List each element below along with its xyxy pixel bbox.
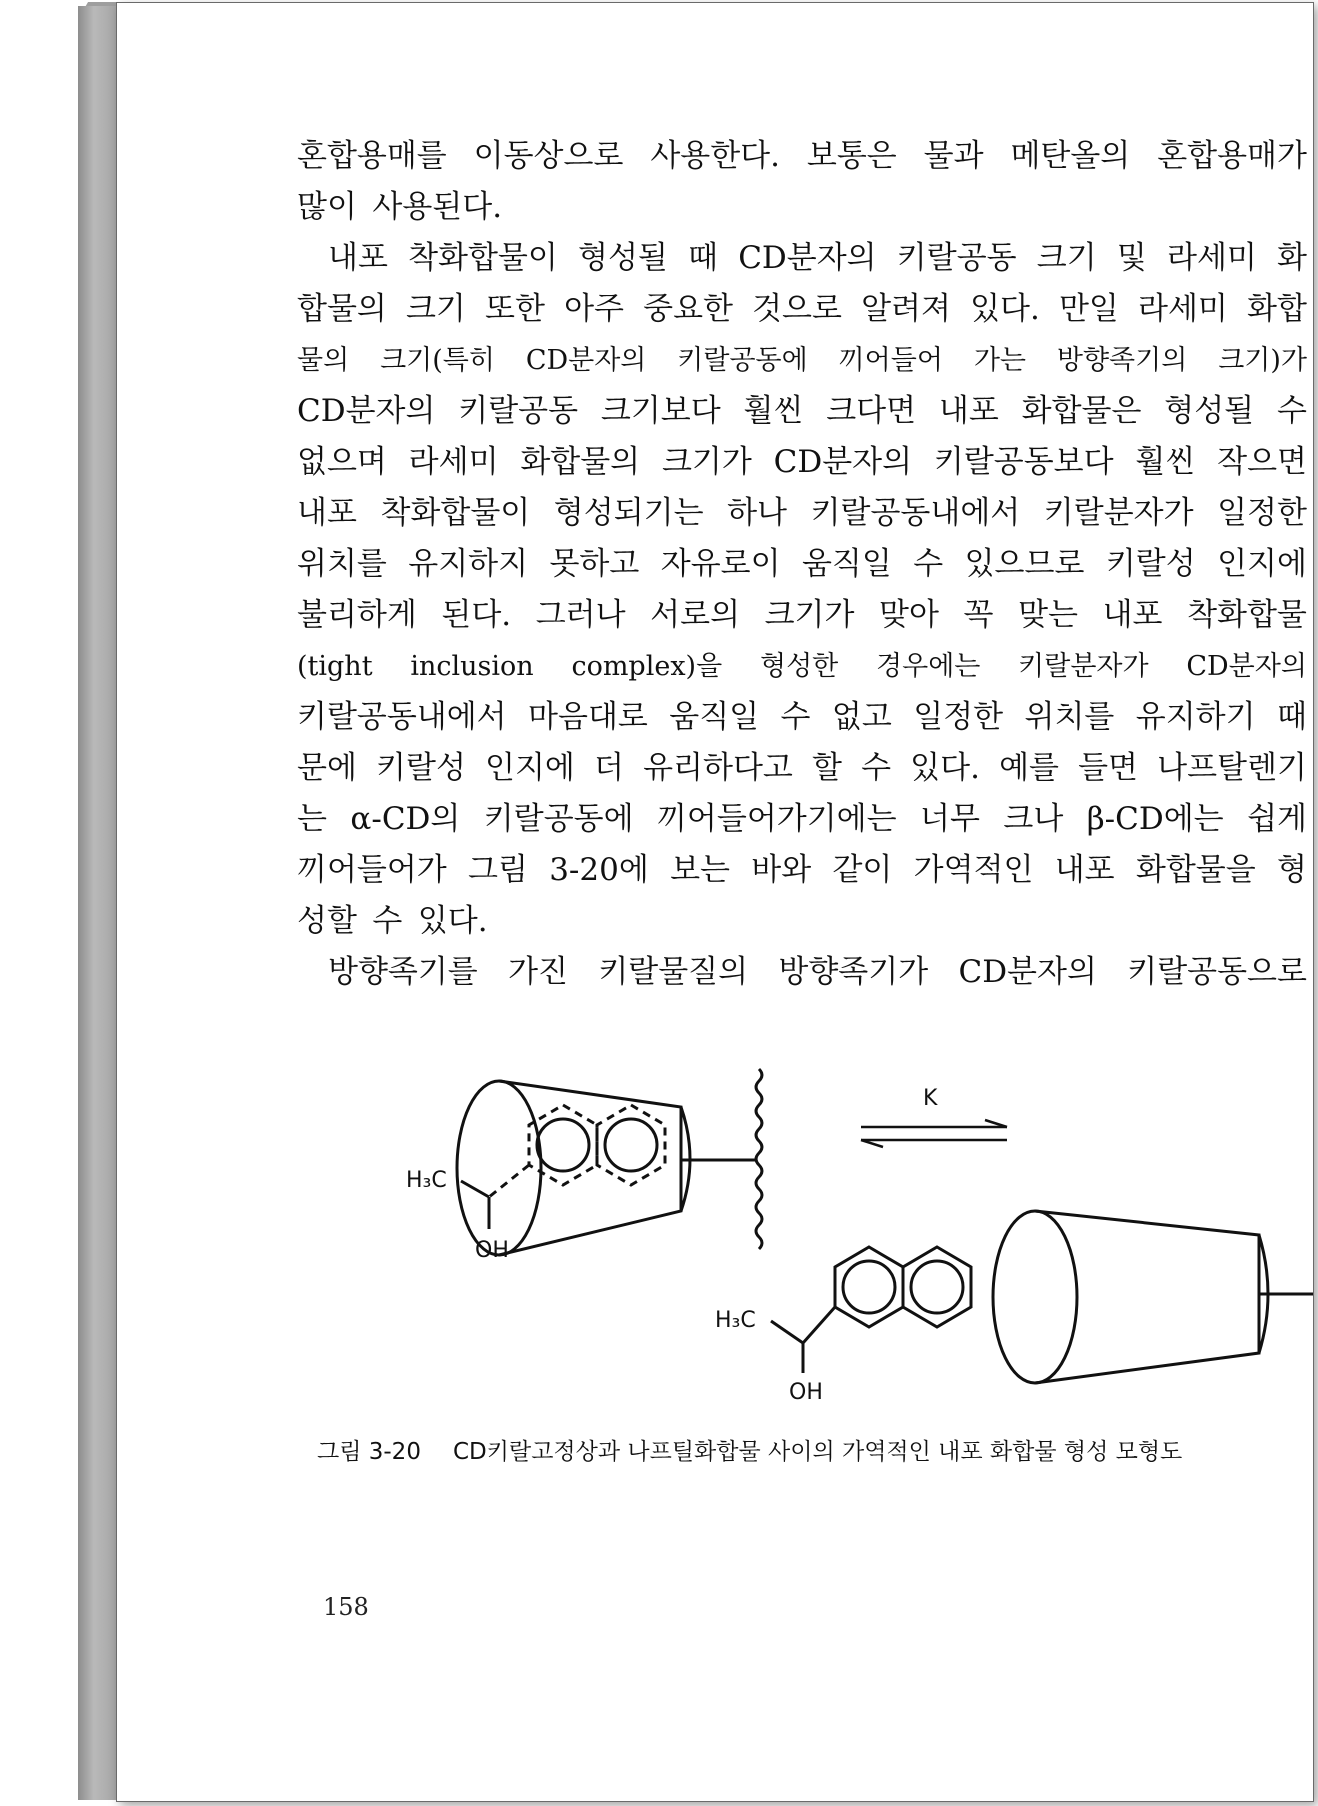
text-word: 끼어들어: [838, 345, 943, 376]
text-word: 크나: [1003, 801, 1064, 837]
text-word: 움직일: [669, 699, 760, 735]
text-line: [297, 539, 1307, 590]
text-line: [297, 437, 1307, 488]
text-word: 키랄분자가: [1018, 651, 1149, 682]
bond-methyl-free: [771, 1321, 803, 1343]
text-word: 없으며: [297, 444, 387, 480]
text-word: 3-20에: [549, 852, 649, 888]
text-word: 가는: [973, 345, 1026, 376]
text-word: 보는: [670, 852, 730, 888]
text-word: 라세미: [1138, 291, 1228, 327]
text-word: CD분자의: [1186, 651, 1307, 682]
equilibrium-constant-label: K: [923, 1086, 938, 1111]
bound-complex: [406, 1069, 762, 1263]
support-wave-bound: [756, 1069, 762, 1249]
text-word: 합물의: [297, 291, 387, 327]
text-word: α-CD의: [350, 801, 461, 837]
text-word: CD분자의: [738, 240, 877, 276]
text-word: 가진: [508, 954, 568, 990]
naphthalene-free-inner-circle-right: [911, 1261, 963, 1313]
text-word: 더: [594, 750, 624, 786]
text-word: 작으면: [1217, 444, 1307, 480]
text-word: 라세미: [1167, 240, 1257, 276]
text-word: 착화합물: [1187, 597, 1307, 633]
naphthalene-inner-circle-left: [537, 1119, 589, 1171]
text-line: [297, 284, 1307, 335]
text-word: (tight: [297, 651, 373, 682]
text-word: 만일: [1058, 291, 1119, 327]
text-word: 서로의: [650, 597, 741, 633]
text-word: 키랄성: [376, 750, 466, 786]
text-word: 형성되기는: [553, 495, 704, 531]
text-line: [297, 692, 1307, 743]
text-word: 형: [1276, 852, 1307, 888]
text-word: 같이: [832, 852, 893, 888]
text-word: 수: [913, 546, 944, 582]
text-word: 혼합용매를: [297, 138, 447, 174]
text-word: 유지하기: [1135, 699, 1256, 735]
text-word: 크다면: [826, 393, 917, 429]
text-line: [297, 182, 1307, 233]
text-word: 유지하지: [408, 546, 529, 582]
text-word: 물과: [923, 138, 984, 174]
text-word: 위치를: [297, 546, 387, 582]
text-word: 형성한: [759, 651, 839, 682]
text-word: 키랄공동에: [483, 801, 634, 837]
text-word: 방향족기의: [1056, 345, 1188, 376]
text-word: 바와: [751, 852, 812, 888]
text-word: 위치를: [1024, 699, 1115, 735]
text-word: 키랄공동내에서: [810, 495, 1021, 531]
text-word: 인지에: [485, 750, 575, 786]
text-word: 크기가: [661, 444, 752, 480]
text-word: 라세미: [408, 444, 499, 480]
naphthalene-ring-left: [835, 1247, 903, 1327]
text-line: [297, 896, 1307, 947]
text-word: 착화합물이: [380, 495, 531, 531]
book-page: [116, 2, 1314, 1802]
text-word: 있으므로: [964, 546, 1085, 582]
text-word: 내포: [1102, 597, 1163, 633]
text-line: [297, 590, 1307, 641]
text-word: 사용한다.: [650, 138, 780, 174]
methyl-label-bound: H₃C: [406, 1168, 447, 1193]
hydroxyl-label-bound: OH: [475, 1238, 509, 1263]
text-line: [297, 233, 1307, 284]
text-line: [297, 131, 1307, 182]
text-word: 때: [688, 240, 718, 276]
figure-caption-text: CD키랄고정상과 나프틸화합물 사이의 가역적인 내포 화합물 형성 모형도: [453, 1439, 1183, 1465]
text-word: 끼어들어가: [297, 852, 447, 888]
text-word: 키랄공동으로: [1127, 954, 1307, 990]
cd-cone-free-rim: [993, 1211, 1077, 1383]
text-word: 있다.: [417, 903, 488, 939]
text-word: 꼭: [963, 597, 994, 633]
text-word: β-CD에는: [1086, 801, 1224, 837]
text-word: 크기: [1036, 240, 1097, 276]
text-word: 너무: [920, 801, 980, 837]
text-word: 알려져: [861, 291, 951, 327]
text-word: 가역적인: [913, 852, 1034, 888]
text-word: 하나: [727, 495, 788, 531]
text-line: [297, 794, 1307, 845]
text-word: 이동상으로: [473, 138, 624, 174]
text-word: 것으로: [752, 291, 842, 327]
text-word: 못하고: [549, 546, 640, 582]
text-word: 아주: [564, 291, 624, 327]
text-word: 문에: [297, 750, 357, 786]
text-word: 훨씬: [743, 393, 804, 429]
text-line: [297, 947, 1307, 998]
text-word: 크기: [405, 291, 466, 327]
text-word: 들면: [1078, 750, 1139, 786]
text-word: 그러나: [535, 597, 626, 633]
naphthalene-inner-circle-right: [605, 1119, 657, 1171]
text-word: 화합: [1247, 291, 1307, 327]
book-spine: [78, 6, 118, 1800]
text-word: 키랄공동: [458, 393, 579, 429]
text-word: 내포: [938, 393, 999, 429]
text-word: 자유로이: [660, 546, 781, 582]
text-word: 수: [372, 903, 403, 939]
text-word: 방향족기를: [328, 954, 478, 990]
page-number: 158: [323, 1593, 369, 1621]
text-word: 없고: [831, 699, 892, 735]
text-word: 형성될: [578, 240, 668, 276]
text-word: 훨씬: [1135, 444, 1196, 480]
naphthalene-ring-right: [903, 1247, 971, 1327]
free-naphthyl-compound: [715, 1247, 971, 1405]
text-word: CD분자의: [297, 393, 436, 429]
text-word: 키랄공동내에서: [297, 699, 507, 735]
text-word: complex)을: [571, 651, 723, 682]
text-word: 크기보다: [600, 393, 721, 429]
text-word: 물의: [297, 345, 350, 376]
text-word: 크기가: [764, 597, 855, 633]
text-word: 맞아: [879, 597, 939, 633]
text-word: 예를: [999, 750, 1059, 786]
text-word: 키랄공동보다: [933, 444, 1114, 480]
text-word: 내포: [328, 240, 388, 276]
naphthalene-dashed-ring-right: [597, 1105, 665, 1185]
naphthalene-free-inner-circle-left: [843, 1261, 895, 1313]
free-cyclodextrin: [993, 1205, 1314, 1383]
text-word: 된다.: [441, 597, 512, 633]
text-line: [297, 335, 1307, 386]
text-word: 키랄공동에: [677, 345, 808, 376]
text-word: 중요한: [643, 291, 733, 327]
text-word: 혼합용매가: [1157, 138, 1307, 174]
figure-caption-label: 그림 3-20: [317, 1439, 421, 1465]
text-word: 보통은: [806, 138, 897, 174]
text-word: 경우에는: [876, 651, 981, 682]
text-line: [297, 386, 1307, 437]
text-word: 할: [811, 750, 842, 786]
text-word: 키랄성: [1105, 546, 1196, 582]
text-word: 있다.: [970, 291, 1040, 327]
text-line: [297, 488, 1307, 539]
text-word: 키랄분자가: [1043, 495, 1194, 531]
text-word: 마음대로: [528, 699, 648, 735]
body-text: [297, 131, 1307, 998]
text-word: 성할: [297, 903, 357, 939]
figure-caption: [317, 1435, 1297, 1469]
text-word: 수: [1276, 393, 1307, 429]
text-word: CD분자의: [773, 444, 913, 480]
text-line: [297, 743, 1307, 794]
text-word: 내포: [1054, 852, 1115, 888]
text-word: 는: [297, 801, 327, 837]
inclusion-complex-figure: [277, 1043, 1314, 1423]
cd-cone-bound-rim: [457, 1081, 541, 1255]
text-word: 맞는: [1018, 597, 1078, 633]
text-word: 움직일: [801, 546, 892, 582]
text-word: 사용된다.: [372, 189, 503, 225]
bond-methyl-bound: [461, 1181, 489, 1197]
text-word: 크기(특히: [380, 345, 495, 376]
methyl-label-free: H₃C: [715, 1308, 756, 1333]
text-word: 끼어들어가기에는: [656, 801, 897, 837]
text-word: 키랄공동: [896, 240, 1017, 276]
text-word: 크기)가: [1218, 345, 1307, 376]
text-word: 유리하다고: [643, 750, 793, 786]
text-word: 형성될: [1164, 393, 1255, 429]
text-word: 수: [780, 699, 811, 735]
text-word: 있다.: [910, 750, 980, 786]
text-word: 일정한: [913, 699, 1004, 735]
text-word: 화합물의: [520, 444, 641, 480]
text-word: 방향족기가: [778, 954, 929, 990]
text-word: 그림: [468, 852, 528, 888]
text-word: 및: [1116, 240, 1147, 276]
text-line: [297, 845, 1307, 896]
text-word: 키랄물질의: [598, 954, 749, 990]
text-word: 일정한: [1217, 495, 1307, 531]
text-word: 나프탈렌기: [1157, 750, 1307, 786]
text-word: 인지에: [1217, 546, 1307, 582]
text-word: CD분자의: [958, 954, 1097, 990]
hydroxyl-label-free: OH: [789, 1380, 823, 1405]
text-word: 메탄올의: [1010, 138, 1131, 174]
text-word: 때: [1276, 699, 1307, 735]
text-word: 불리하게: [297, 597, 417, 633]
bond-ring-to-carbon-free: [803, 1307, 835, 1343]
text-word: 착화합물이: [408, 240, 558, 276]
text-word: 화: [1277, 240, 1307, 276]
bond-ring-to-carbon-bound: [489, 1165, 529, 1197]
text-word: 화합물을: [1135, 852, 1256, 888]
text-word: 쉽게: [1247, 801, 1307, 837]
text-word: 수: [861, 750, 892, 786]
cd-cone-free: [1035, 1211, 1259, 1383]
text-word: inclusion: [410, 651, 534, 682]
text-word: 내포: [297, 495, 357, 531]
text-word: 또한: [485, 291, 545, 327]
text-word: 화합물은: [1021, 393, 1142, 429]
equilibrium-arrows: [861, 1086, 1007, 1147]
text-line: [297, 641, 1307, 692]
text-word: CD분자의: [525, 345, 647, 376]
text-word: 많이: [297, 189, 357, 225]
